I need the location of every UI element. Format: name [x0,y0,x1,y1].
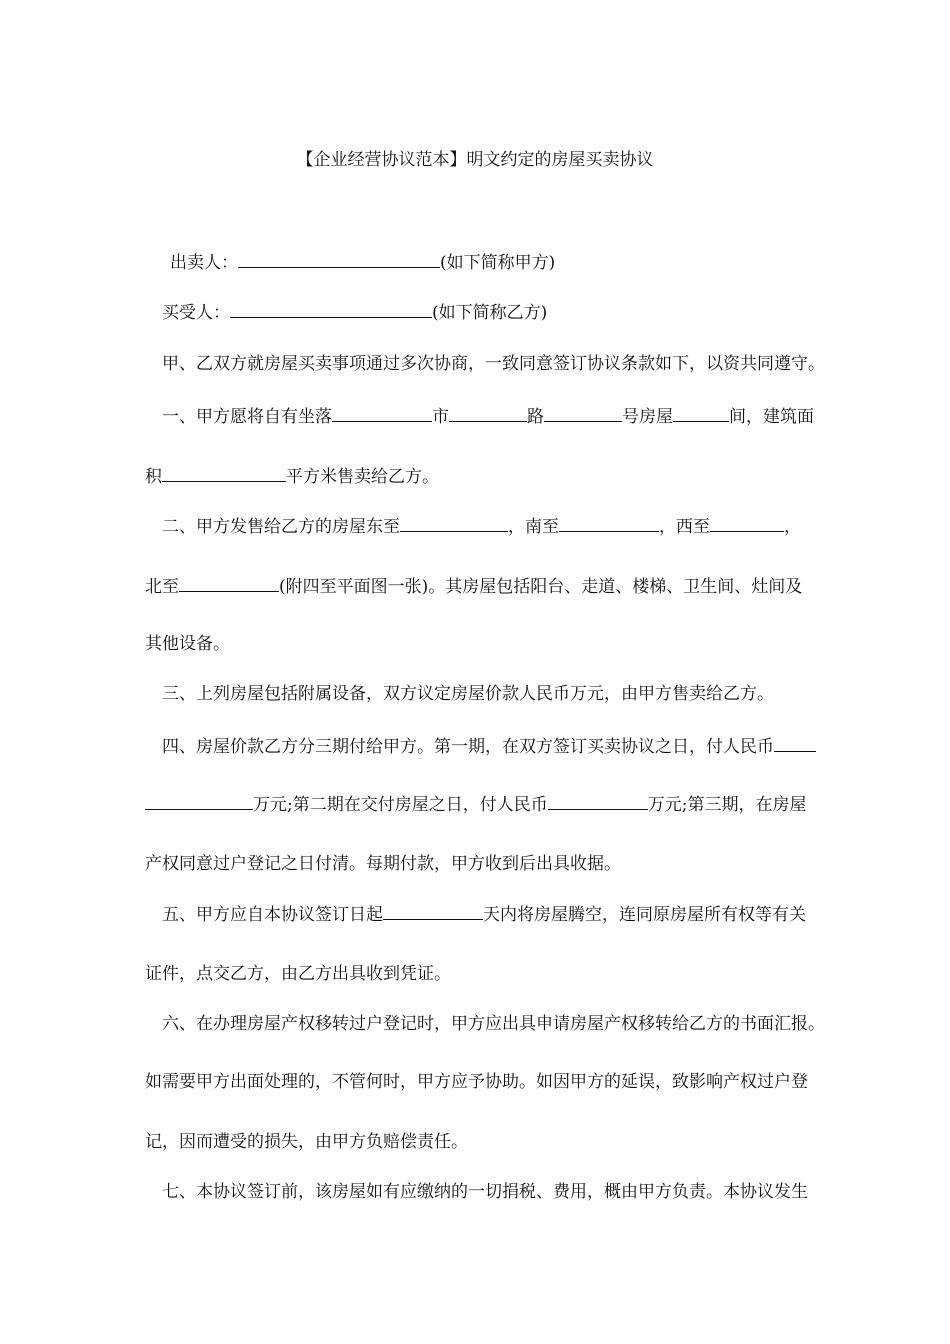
clause-2-text-e: 北至 [145,577,179,597]
south-blank [559,514,659,532]
clause-2-text-f: (附四至平面图一张)。其房屋包括阳台、走道、楼梯、卫生间、灶间及 [279,577,803,597]
intro-paragraph: 甲、乙双方就房屋买卖事项通过多次协商，一致同意签订协议条款如下，以资共同遵守。 [162,354,825,374]
first-payment-blank-a [774,734,816,752]
clause-4-text-b: 万元;第二期在交付房屋之日，付人民币 [253,795,548,815]
clause-6-line-2: 如需要甲方出面处理的，不管何时，甲方应予协助。如因甲方的延误，致影响产权过户登 [145,1072,808,1092]
rooms-blank [673,404,729,422]
document-title: 【企业经营协议范本】明文约定的房屋买卖协议 [296,150,654,170]
seller-blank [238,250,440,268]
clause-7-line-1: 七、本协议签订前，该房屋如有应缴纳的一切捐税、费用，概由甲方负责。本协议发生 [162,1182,808,1202]
clause-5-line-2: 证件，点交乙方，由乙方出具收到凭证。 [145,964,451,984]
second-payment-blank [548,792,648,810]
clause-2-text-a: 二、甲方发售给乙方的房屋东至 [162,517,400,537]
east-blank [400,514,508,532]
seller-line [170,250,555,275]
buyer-label: 买受人： [162,303,230,323]
west-blank [710,514,784,532]
area-blank [162,464,286,482]
clause-1-text-g: 平方米售卖给乙方。 [286,467,439,487]
clause-1-text-b: 市 [432,407,449,427]
clause-6-line-1: 六、在办理房屋产权移转过户登记时，甲方应出具申请房屋产权移转给乙方的书面汇报。 [162,1014,825,1034]
buyer-blank [230,300,432,318]
clause-4-line-2 [145,792,806,817]
clause-2-text-d: ， [784,517,801,537]
road-blank [449,404,527,422]
clause-1-text-f: 积 [145,467,162,487]
clause-5-text-b: 天内将房屋腾空，连同原房屋所有权等有关 [483,905,806,925]
number-blank [544,404,622,422]
days-blank [383,902,483,920]
clause-6-line-3: 记，因而遭受的损失，由甲方负赔偿责任。 [145,1132,468,1152]
seller-label: 出卖人： [170,253,238,273]
clause-5-line-1 [162,902,806,927]
clause-4-text-a: 四、房屋价款乙方分三期付给甲方。第一期，在双方签订买卖协议之日，付人民币 [162,737,774,757]
clause-1-text-e: 间，建筑面 [729,407,814,427]
clause-2-line-3: 其他设备。 [145,634,230,654]
clause-1-line-1 [162,404,814,429]
clause-1-text-d: 号房屋 [622,407,673,427]
clause-4-line-3: 产权同意过户登记之日付清。每期付款，甲方收到后出具收据。 [145,854,621,874]
clause-4-line-1 [162,734,816,759]
first-payment-blank-b [145,792,253,810]
buyer-line [162,300,547,325]
clause-3: 三、上列房屋包括附属设备，双方议定房屋价款人民币万元，由甲方售卖给乙方。 [162,684,774,704]
buyer-suffix: (如下简称乙方) [432,303,548,323]
city-blank [332,404,432,422]
seller-suffix: (如下简称甲方) [440,253,556,273]
clause-4-text-c: 万元;第三期，在房屋 [647,795,807,815]
north-blank [179,574,279,592]
clause-1-text-c: 路 [527,407,544,427]
clause-5-text-a: 五、甲方应自本协议签订日起 [162,905,383,925]
clause-2-text-c: ，西至 [659,517,710,537]
clause-2-text-b: ，南至 [508,517,559,537]
clause-1-line-2 [145,464,439,489]
clause-2-line-2 [145,574,802,599]
clause-1-text-a: 一、甲方愿将自有坐落 [162,407,332,427]
clause-2-line-1 [162,514,801,539]
